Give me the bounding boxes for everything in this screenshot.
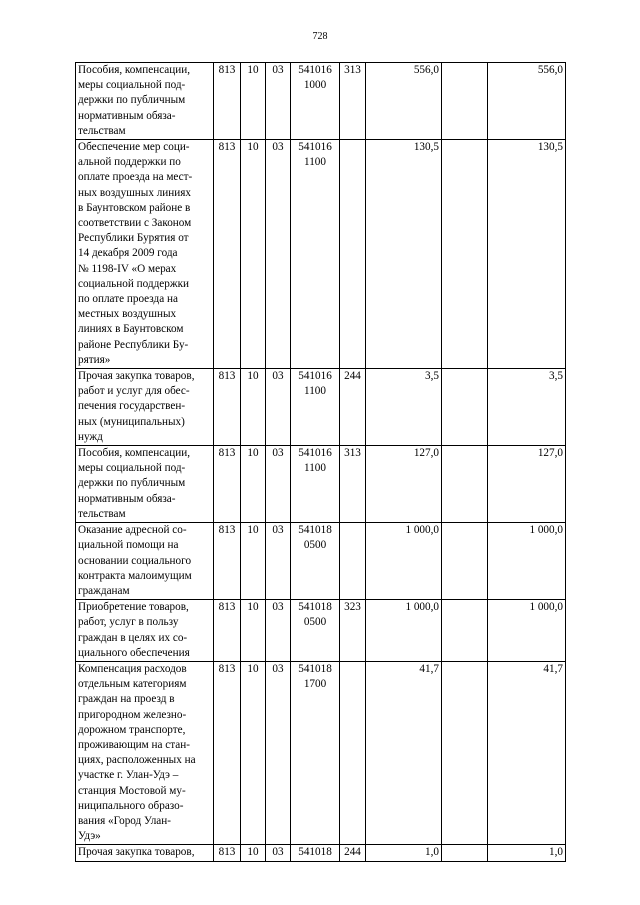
amount-total-cell: 41,7 [488, 661, 566, 844]
empty-cell [442, 600, 488, 662]
table-row [76, 600, 566, 662]
section-code-cell: 10 [241, 369, 266, 446]
target-article-cell: 541018 1700 [291, 661, 340, 844]
table-row [76, 63, 566, 140]
expense-type-cell: 313 [340, 446, 366, 523]
amount-cell: 556,0 [366, 63, 442, 140]
subsection-code-cell: 03 [266, 845, 291, 861]
amount-cell: 1,0 [366, 845, 442, 861]
budget-table [75, 62, 566, 862]
row-name-cell: Обеспечение мер соци- альной поддержки по оплате проезда на мест- ных воздушных линиях в Баунтовском районе в соответствии с Законом Республики Бурятия от 14 декабря 2009 года № 1198-IV «О мерах социальной поддержки по оплате проезда на местных воздушных линиях в Баунтовском районе Республики Бу- рятия» [76, 140, 214, 369]
section-code-cell: 10 [241, 63, 266, 140]
target-article-cell: 541016 1000 [291, 63, 340, 140]
expense-type-cell [340, 661, 366, 844]
target-article-cell: 541016 1100 [291, 369, 340, 446]
table-row [76, 140, 566, 369]
amount-cell: 130,5 [366, 140, 442, 369]
grbs-code-cell: 813 [214, 446, 241, 523]
empty-cell [442, 523, 488, 600]
empty-cell [442, 369, 488, 446]
section-code-cell: 10 [241, 661, 266, 844]
amount-total-cell: 1,0 [488, 845, 566, 861]
amount-total-cell: 127,0 [488, 446, 566, 523]
table-row [76, 845, 566, 861]
amount-total-cell: 130,5 [488, 140, 566, 369]
amount-cell: 41,7 [366, 661, 442, 844]
page-number: 728 [312, 31, 328, 42]
target-article-cell: 541016 1100 [291, 446, 340, 523]
subsection-code-cell: 03 [266, 63, 291, 140]
grbs-code-cell: 813 [214, 369, 241, 446]
subsection-code-cell: 03 [266, 661, 291, 844]
grbs-code-cell: 813 [214, 845, 241, 861]
expense-type-cell: 323 [340, 600, 366, 662]
grbs-code-cell: 813 [214, 661, 241, 844]
subsection-code-cell: 03 [266, 446, 291, 523]
section-code-cell: 10 [241, 845, 266, 861]
subsection-code-cell: 03 [266, 523, 291, 600]
amount-cell: 1 000,0 [366, 600, 442, 662]
table-body [76, 63, 566, 862]
subsection-code-cell: 03 [266, 140, 291, 369]
expense-type-cell: 244 [340, 845, 366, 861]
section-code-cell: 10 [241, 140, 266, 369]
row-name-cell: Компенсация расходов отдельным категориям граждан на проезд в пригородном железно- дорожном транспорте, проживающим на стан- циях, расположенных на участке г. Улан-Удэ – станция Мостовой му- ниципального образо- вания «Город Улан- Удэ» [76, 661, 214, 844]
row-name-cell: Оказание адресной со- циальной помощи на основании социального контракта малоимущим гражданам [76, 523, 214, 600]
table-row [76, 446, 566, 523]
empty-cell [442, 140, 488, 369]
target-article-cell: 541018 [291, 845, 340, 861]
amount-total-cell: 1 000,0 [488, 600, 566, 662]
target-article-cell: 541018 0500 [291, 600, 340, 662]
row-name-cell: Пособия, компенсации, меры социальной под- держки по публичным нормативным обяза- тельствам [76, 446, 214, 523]
table-row [76, 369, 566, 446]
empty-cell [442, 63, 488, 140]
row-name-cell: Прочая закупка товаров, работ и услуг для обес- печения государствен- ных (муниципальных) нужд [76, 369, 214, 446]
grbs-code-cell: 813 [214, 523, 241, 600]
grbs-code-cell: 813 [214, 600, 241, 662]
row-name-cell: Прочая закупка товаров, [76, 845, 214, 861]
section-code-cell: 10 [241, 446, 266, 523]
amount-total-cell: 1 000,0 [488, 523, 566, 600]
grbs-code-cell: 813 [214, 140, 241, 369]
section-code-cell: 10 [241, 523, 266, 600]
subsection-code-cell: 03 [266, 369, 291, 446]
table-row [76, 523, 566, 600]
expense-type-cell [340, 140, 366, 369]
empty-cell [442, 845, 488, 861]
empty-cell [442, 446, 488, 523]
amount-cell: 127,0 [366, 446, 442, 523]
row-name-cell: Приобретение товаров, работ, услуг в пользу граждан в целях их со- циального обеспечения [76, 600, 214, 662]
section-code-cell: 10 [241, 600, 266, 662]
table-row [76, 661, 566, 844]
subsection-code-cell: 03 [266, 600, 291, 662]
grbs-code-cell: 813 [214, 63, 241, 140]
amount-total-cell: 3,5 [488, 369, 566, 446]
amount-cell: 3,5 [366, 369, 442, 446]
target-article-cell: 541018 0500 [291, 523, 340, 600]
expense-type-cell: 313 [340, 63, 366, 140]
amount-cell: 1 000,0 [366, 523, 442, 600]
amount-total-cell: 556,0 [488, 63, 566, 140]
expense-type-cell [340, 523, 366, 600]
row-name-cell: Пособия, компенсации, меры социальной под- держки по публичным нормативным обяза- тельствам [76, 63, 214, 140]
target-article-cell: 541016 1100 [291, 140, 340, 369]
empty-cell [442, 661, 488, 844]
expense-type-cell: 244 [340, 369, 366, 446]
